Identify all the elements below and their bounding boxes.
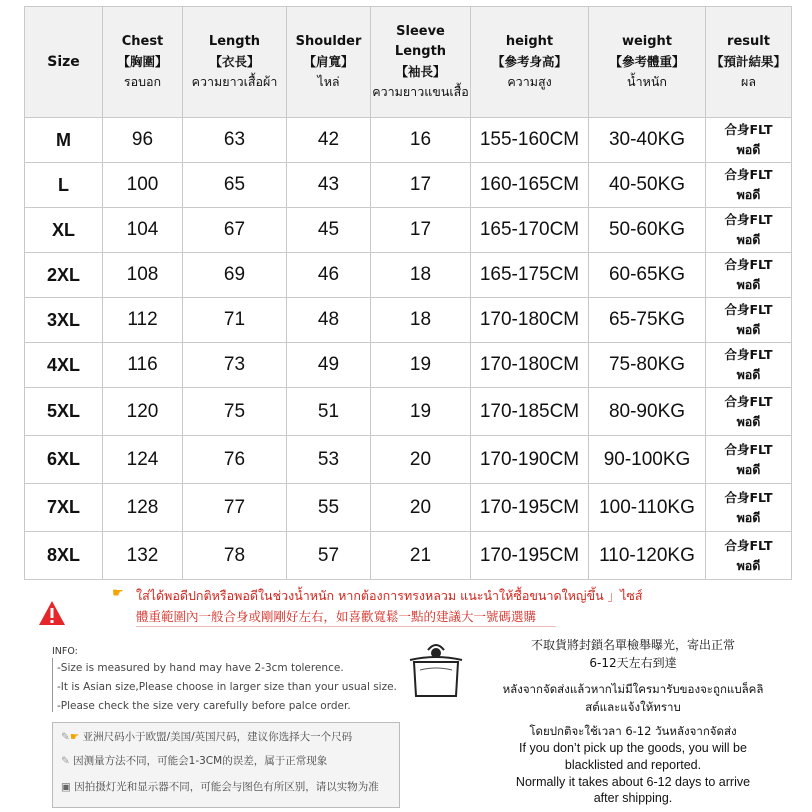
header-length-en: Length — [208, 34, 261, 49]
shoulder-cell: 48 — [287, 298, 371, 343]
shoulder-cell: 55 — [287, 484, 371, 532]
hand-icon: ☛ — [69, 731, 80, 743]
shipping-note-en-3: Normally it takes about 6-12 days to arrive — [515, 775, 751, 789]
table-row — [25, 484, 792, 532]
header-result-cn: 【預計結果】 — [710, 54, 786, 69]
shoulder-cell: 42 — [287, 118, 371, 163]
shipping-note-en-2: blacklisted and reported. — [564, 758, 702, 772]
header-length-cn: 【衣長】 — [209, 54, 260, 69]
sleeve-cell: 18 — [371, 253, 471, 298]
notice-line — [61, 779, 379, 794]
size-cell: XL — [25, 208, 103, 253]
header-sleeve-th: ความยาวแขนเสื้อ — [372, 84, 469, 99]
info-line: -It is Asian size,Please choose in larger size than your usual size. — [57, 681, 397, 693]
header-sleeve-cn: 【袖長】 — [395, 64, 446, 79]
header-height-en: height — [505, 34, 554, 49]
sleeve-cell: 17 — [371, 163, 471, 208]
header-result — [706, 7, 792, 118]
result-cell — [706, 253, 792, 298]
result-cn: 合身FLT — [724, 393, 773, 409]
shipping-note-cn-1: 不取貨將封鎖名單檢舉曝光，寄出正常 — [530, 638, 735, 652]
shipping-note-th-1: หลังจากจัดส่งแล้วหากไม่มีใครมารับของจะถูกแบล็คลิ — [502, 682, 764, 696]
result-cn: 合身FLT — [724, 122, 773, 137]
sleeve-cell: 18 — [371, 298, 471, 343]
table-row — [25, 253, 792, 298]
weight-cell: 110-120KG — [589, 532, 706, 580]
length-cell: 63 — [183, 118, 287, 163]
sleeve-cell: 19 — [371, 343, 471, 388]
result-th: พอดี — [736, 232, 761, 247]
length-cell: 69 — [183, 253, 287, 298]
result-cn: 合身FLT — [724, 441, 773, 457]
shoulder-cell: 51 — [287, 388, 371, 436]
note-chinese-text: 體重範圍內一般合身或剛剛好左右，如喜歡寬鬆一點的建議大一號碼選購 — [136, 609, 537, 624]
sleeve-cell: 20 — [371, 484, 471, 532]
sleeve-cell: 19 — [371, 388, 471, 436]
shipping-note-th-3: โดยปกติจะใช้เวลา 6-12 วันหลังจากจัดส่ง — [529, 724, 737, 738]
shipping-note-th-2: สต์และแจ้งให้ทราบ — [585, 700, 681, 714]
header-shoulder — [287, 7, 371, 118]
table-header-row — [25, 7, 792, 118]
table-row — [25, 298, 792, 343]
chest-cell: 132 — [103, 532, 183, 580]
shoulder-cell: 45 — [287, 208, 371, 253]
header-length-th: ความยาวเสื้อผ้า — [191, 74, 278, 89]
chest-cell: 100 — [103, 163, 183, 208]
shoulder-cell: 57 — [287, 532, 371, 580]
header-shoulder-en: Shoulder — [295, 34, 362, 49]
shipping-note-en-4: after shipping. — [593, 791, 673, 805]
shoulder-cell: 46 — [287, 253, 371, 298]
size-rows — [25, 118, 792, 580]
result-cell — [706, 163, 792, 208]
weight-cell: 40-50KG — [589, 163, 706, 208]
size-cell: M — [25, 118, 103, 163]
height-cell: 170-180CM — [471, 343, 589, 388]
weight-cell: 60-65KG — [589, 253, 706, 298]
info-box — [52, 658, 401, 712]
result-th: พอดี — [736, 187, 761, 202]
size-cell: 7XL — [25, 484, 103, 532]
shoulder-cell: 49 — [287, 343, 371, 388]
chest-cell: 124 — [103, 436, 183, 484]
result-cell — [706, 388, 792, 436]
size-cell: L — [25, 163, 103, 208]
size-cell: 6XL — [25, 436, 103, 484]
header-size: Size — [25, 7, 103, 118]
height-cell: 170-185CM — [471, 388, 589, 436]
sleeve-cell: 17 — [371, 208, 471, 253]
length-cell: 73 — [183, 343, 287, 388]
size-cell: 2XL — [25, 253, 103, 298]
chest-cell: 96 — [103, 118, 183, 163]
result-cn: 合身FLT — [724, 489, 773, 505]
table-row — [25, 388, 792, 436]
pointing-hand-icon: ☛ — [112, 586, 124, 601]
height-cell: 170-180CM — [471, 298, 589, 343]
table-row — [25, 163, 792, 208]
height-cell: 165-175CM — [471, 253, 589, 298]
header-chest-cn: 【胸圍】 — [117, 54, 168, 69]
info-line: -Size is measured by hand may have 2-3cm tolerence. — [57, 662, 344, 674]
result-cn: 合身FLT — [724, 537, 773, 553]
chest-cell: 120 — [103, 388, 183, 436]
header-chest-th: รอบอก — [123, 74, 162, 89]
chest-cell: 112 — [103, 298, 183, 343]
weight-cell: 50-60KG — [589, 208, 706, 253]
header-height — [471, 7, 589, 118]
result-cn: 合身FLT — [724, 347, 773, 362]
table-row — [25, 343, 792, 388]
header-shoulder-cn: 【肩寬】 — [303, 54, 354, 69]
info-line: -Please check the size very carefully before palce order. — [57, 700, 351, 712]
weight-cell: 75-80KG — [589, 343, 706, 388]
pen-icon: ✎ — [61, 755, 70, 767]
result-th: พอดี — [736, 277, 761, 292]
header-result-en: result — [727, 34, 770, 49]
result-cn: 合身FLT — [724, 167, 773, 182]
shipping-note-en-1: If you don’t pick up the goods, you will be — [519, 741, 747, 755]
header-sleeve-en: Sleeve Length — [394, 24, 447, 59]
table-row — [25, 208, 792, 253]
size-cell: 8XL — [25, 532, 103, 580]
header-weight-th: น้ำหนัก — [627, 74, 667, 89]
weight-cell: 30-40KG — [589, 118, 706, 163]
height-cell: 160-165CM — [471, 163, 589, 208]
chest-cell: 108 — [103, 253, 183, 298]
pen-icon: ✎ — [61, 731, 70, 743]
warning-icon — [38, 600, 66, 626]
header-shoulder-th: ไหล่ — [317, 74, 340, 89]
header-result-th: ผล — [741, 74, 756, 89]
height-cell: 165-170CM — [471, 208, 589, 253]
height-cell: 170-195CM — [471, 532, 589, 580]
result-cn: 合身FLT — [724, 212, 773, 227]
table-row — [25, 118, 792, 163]
header-weight — [589, 7, 706, 118]
table-row — [25, 532, 792, 580]
length-cell: 78 — [183, 532, 287, 580]
length-cell: 71 — [183, 298, 287, 343]
result-cn: 合身FLT — [724, 257, 773, 272]
shipping-note-cn-2: 6-12天左右到達 — [589, 656, 677, 670]
chest-cell: 128 — [103, 484, 183, 532]
notice-line-text: 因拍摄灯光和显示器不同，可能会与图色有所区别，请以实物为准 — [74, 781, 379, 793]
result-th: พอดี — [736, 367, 761, 382]
header-length — [183, 7, 287, 118]
notice-line-text: 亚洲尺码小于欧盟/美国/英国尺码，建议你选择大一个尺码 — [82, 731, 353, 743]
shoulder-cell: 43 — [287, 163, 371, 208]
weight-cell: 100-110KG — [589, 484, 706, 532]
height-cell: 170-190CM — [471, 436, 589, 484]
header-sleeve — [371, 7, 471, 118]
header-weight-en: weight — [621, 34, 673, 49]
result-th: พอดี — [736, 509, 761, 525]
result-cell — [706, 298, 792, 343]
length-cell: 76 — [183, 436, 287, 484]
weight-cell: 90-100KG — [589, 436, 706, 484]
result-cell — [706, 484, 792, 532]
result-cell — [706, 436, 792, 484]
hanging-sign-icon — [406, 640, 466, 702]
chinese-notice-box — [52, 722, 400, 808]
sleeve-cell: 20 — [371, 436, 471, 484]
sleeve-cell: 16 — [371, 118, 471, 163]
size-cell: 4XL — [25, 343, 103, 388]
table-row — [25, 436, 792, 484]
result-cn: 合身FLT — [724, 302, 773, 317]
sleeve-cell: 21 — [371, 532, 471, 580]
length-cell: 67 — [183, 208, 287, 253]
height-cell: 155-160CM — [471, 118, 589, 163]
weight-cell: 65-75KG — [589, 298, 706, 343]
size-cell: 3XL — [25, 298, 103, 343]
result-th: พอดี — [736, 413, 761, 429]
notice-line-text: 因测量方法不同，可能会1-3CM的误差，属于正常现象 — [73, 755, 328, 767]
header-chest — [103, 7, 183, 118]
height-cell: 170-195CM — [471, 484, 589, 532]
shoulder-cell: 53 — [287, 436, 371, 484]
header-chest-en: Chest — [121, 34, 164, 49]
length-cell: 75 — [183, 388, 287, 436]
size-cell: 5XL — [25, 388, 103, 436]
chest-cell: 104 — [103, 208, 183, 253]
result-th: พอดี — [736, 557, 761, 573]
result-th: พอดี — [736, 461, 761, 477]
chest-cell: 116 — [103, 343, 183, 388]
weight-cell: 80-90KG — [589, 388, 706, 436]
result-cell — [706, 343, 792, 388]
header-height-th: ความสูง — [507, 74, 552, 89]
notice-line — [61, 753, 327, 768]
header-height-cn: 【參考身高】 — [491, 54, 567, 69]
info-title: INFO: — [52, 646, 78, 657]
header-weight-cn: 【參考體重】 — [609, 54, 685, 69]
length-cell: 77 — [183, 484, 287, 532]
length-cell: 65 — [183, 163, 287, 208]
result-cell — [706, 532, 792, 580]
note-underline — [136, 626, 556, 627]
result-cell — [706, 118, 792, 163]
result-cell — [706, 208, 792, 253]
notice-line — [61, 729, 352, 744]
note-thai-text: ใส่ได้พอดีปกติหรือพอดีในช่วงน้ำหนัก หากต้องการทรงหลวม แนะนำให้ซื้อขนาดใหญ่ขึ้น 」ไซส์ — [136, 588, 643, 603]
camera-icon: ▣ — [61, 781, 71, 793]
result-th: พอดี — [736, 322, 761, 337]
size-chart-table — [24, 6, 792, 580]
result-th: พอดี — [736, 142, 761, 157]
